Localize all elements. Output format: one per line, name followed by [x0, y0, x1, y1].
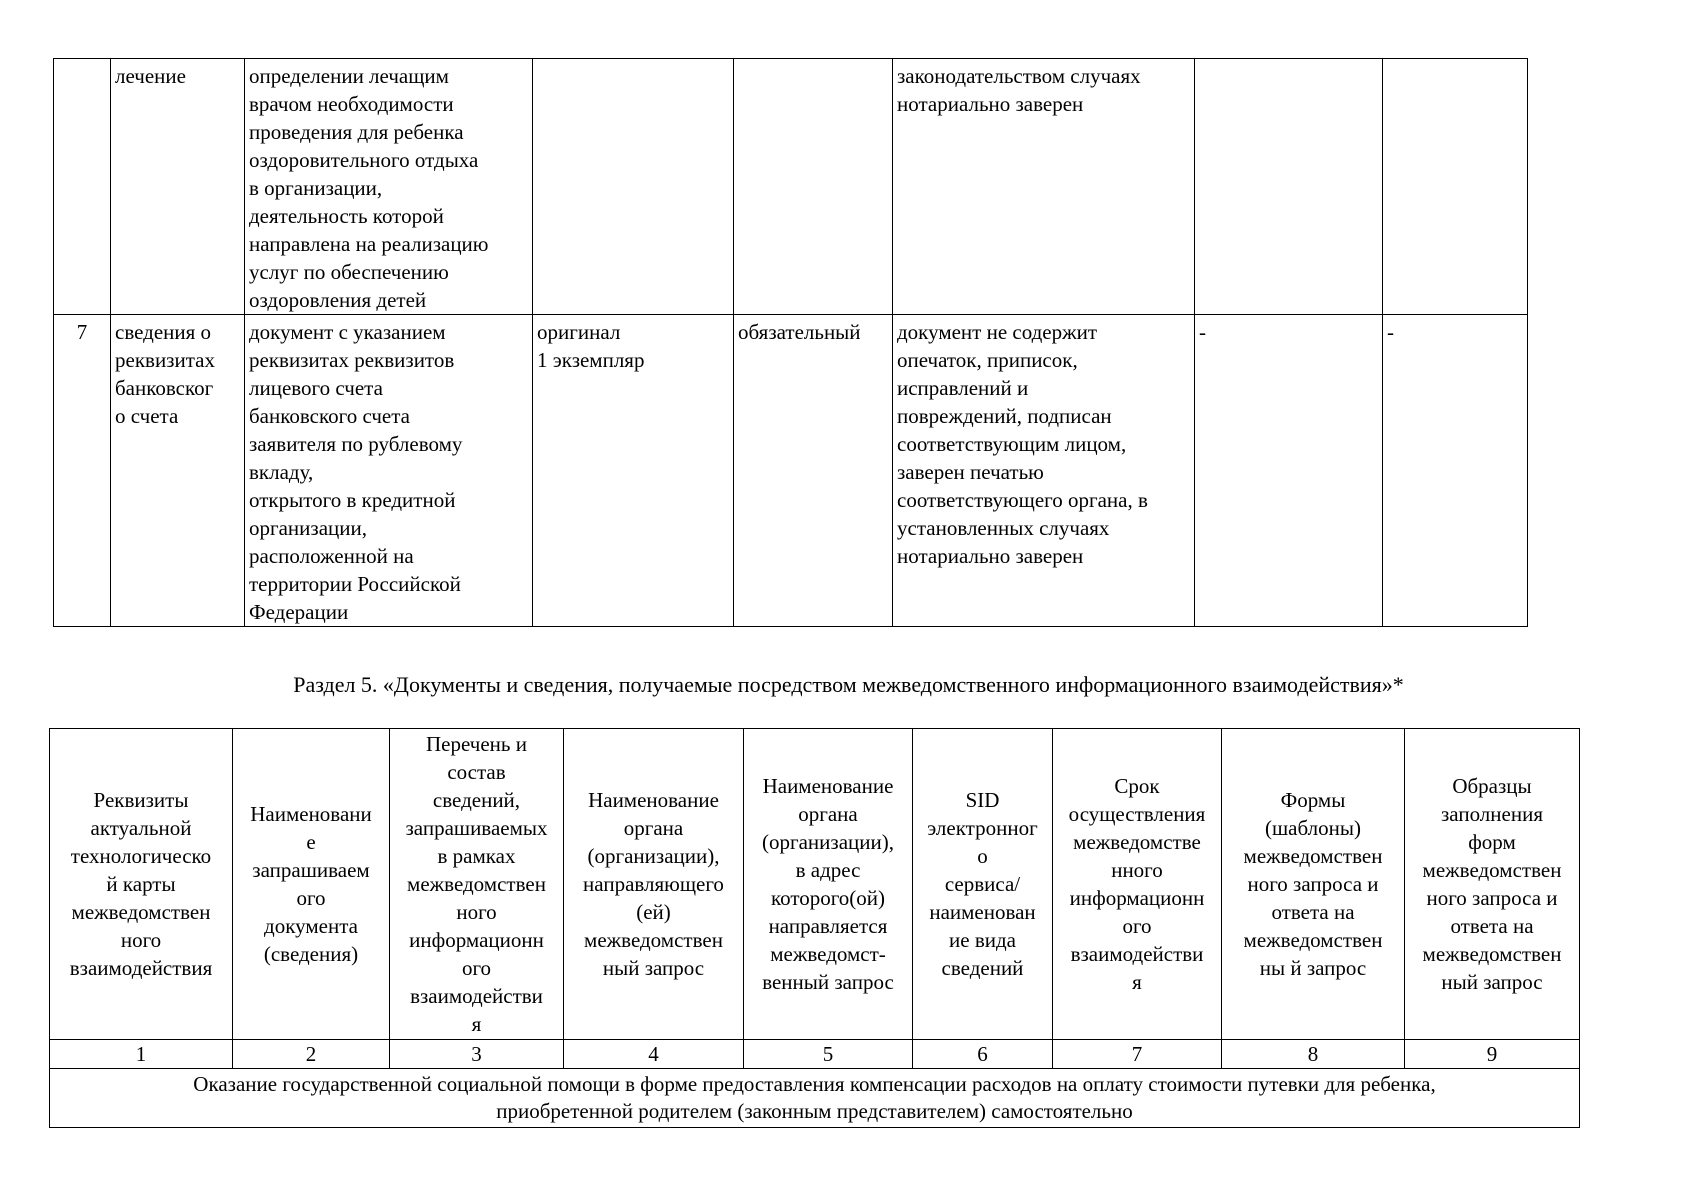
row-number: [54, 59, 111, 315]
column-header: Формы (шаблоны) межведомствен ного запроса и ответа на межведомствен ны й запрос: [1222, 729, 1405, 1040]
column-header: Образцы заполнения форм межведомствен ного запроса и ответа на межведомствен ный запрос: [1405, 729, 1580, 1040]
column-header: Срок осуществления межведомстве нного информационн ого взаимодействи я: [1053, 729, 1222, 1040]
row-number: 7: [54, 315, 111, 627]
table-row: [54, 59, 1528, 315]
document-name: определении лечащим врачом необходимости проведения для ребенка оздоровительного отдыха в организации, деятельность которой направлена на реализацию услуг по обеспечению оздоровления детей: [245, 59, 533, 315]
column-number: 9: [1405, 1040, 1580, 1069]
document-sample: [1383, 59, 1528, 315]
column-number: 4: [564, 1040, 744, 1069]
section-title: Раздел 5. «Документы и сведения, получаемые посредством межведомственного информационного взаимодействия»*: [293, 672, 1404, 697]
service-name: Оказание государственной социальной помощи в форме предоставления компенсации расходов на оплату стоимости путевки для ребенка, приобретенной родителем (законным представителем) самостоятельно: [50, 1069, 1580, 1128]
column-header: SID электронног о сервиса/ наименован ие вида сведений: [913, 729, 1053, 1040]
document-category: лечение: [111, 59, 245, 315]
document-count: оригинал 1 экземпляр: [533, 315, 734, 627]
document-category: сведения о реквизитах банковског о счета: [111, 315, 245, 627]
column-header: Наименовани е запрашиваем ого документа (сведения): [233, 729, 390, 1040]
interagency-table: [49, 728, 1580, 1128]
column-number: 5: [744, 1040, 913, 1069]
documents-table-continued: [53, 58, 1528, 627]
document-name: документ с указанием реквизитах реквизитов лицевого счета банковского счета заявителя по рублевому вкладу, открытого в кредитной организации, расположенной на территории Российской Федерации: [245, 315, 533, 627]
column-numbers-row: [50, 1040, 1580, 1069]
column-number: 8: [1222, 1040, 1405, 1069]
table-row: [54, 315, 1528, 627]
column-number: 2: [233, 1040, 390, 1069]
document-requirements: законодательством случаях нотариально заверен: [893, 59, 1195, 315]
column-header: Наименование органа (организации), направляющего (ей) межведомствен ный запрос: [564, 729, 744, 1040]
column-number: 7: [1053, 1040, 1222, 1069]
document-form: [1195, 59, 1383, 315]
column-number: 3: [390, 1040, 564, 1069]
column-header: Наименование органа (организации), в адрес которого(ой) направляется межведомст- венный запрос: [744, 729, 913, 1040]
column-number: 1: [50, 1040, 233, 1069]
document-sample: -: [1383, 315, 1528, 627]
column-number: 6: [913, 1040, 1053, 1069]
column-header: Перечень и состав сведений, запрашиваемых в рамках межведомствен ного информационн ого взаимодействи я: [390, 729, 564, 1040]
column-header: Реквизиты актуальной технологическо й карты межведомствен ного взаимодействия: [50, 729, 233, 1040]
header-row: [50, 729, 1580, 1040]
document-condition: обязательный: [734, 315, 893, 627]
document-form: -: [1195, 315, 1383, 627]
service-row: [50, 1069, 1580, 1128]
document-condition: [734, 59, 893, 315]
document-requirements: документ не содержит опечаток, приписок, исправлений и повреждений, подписан соответствующим лицом, заверен печатью соответствующего органа, в установленных случаях нотариально заверен: [893, 315, 1195, 627]
document-count: [533, 59, 734, 315]
